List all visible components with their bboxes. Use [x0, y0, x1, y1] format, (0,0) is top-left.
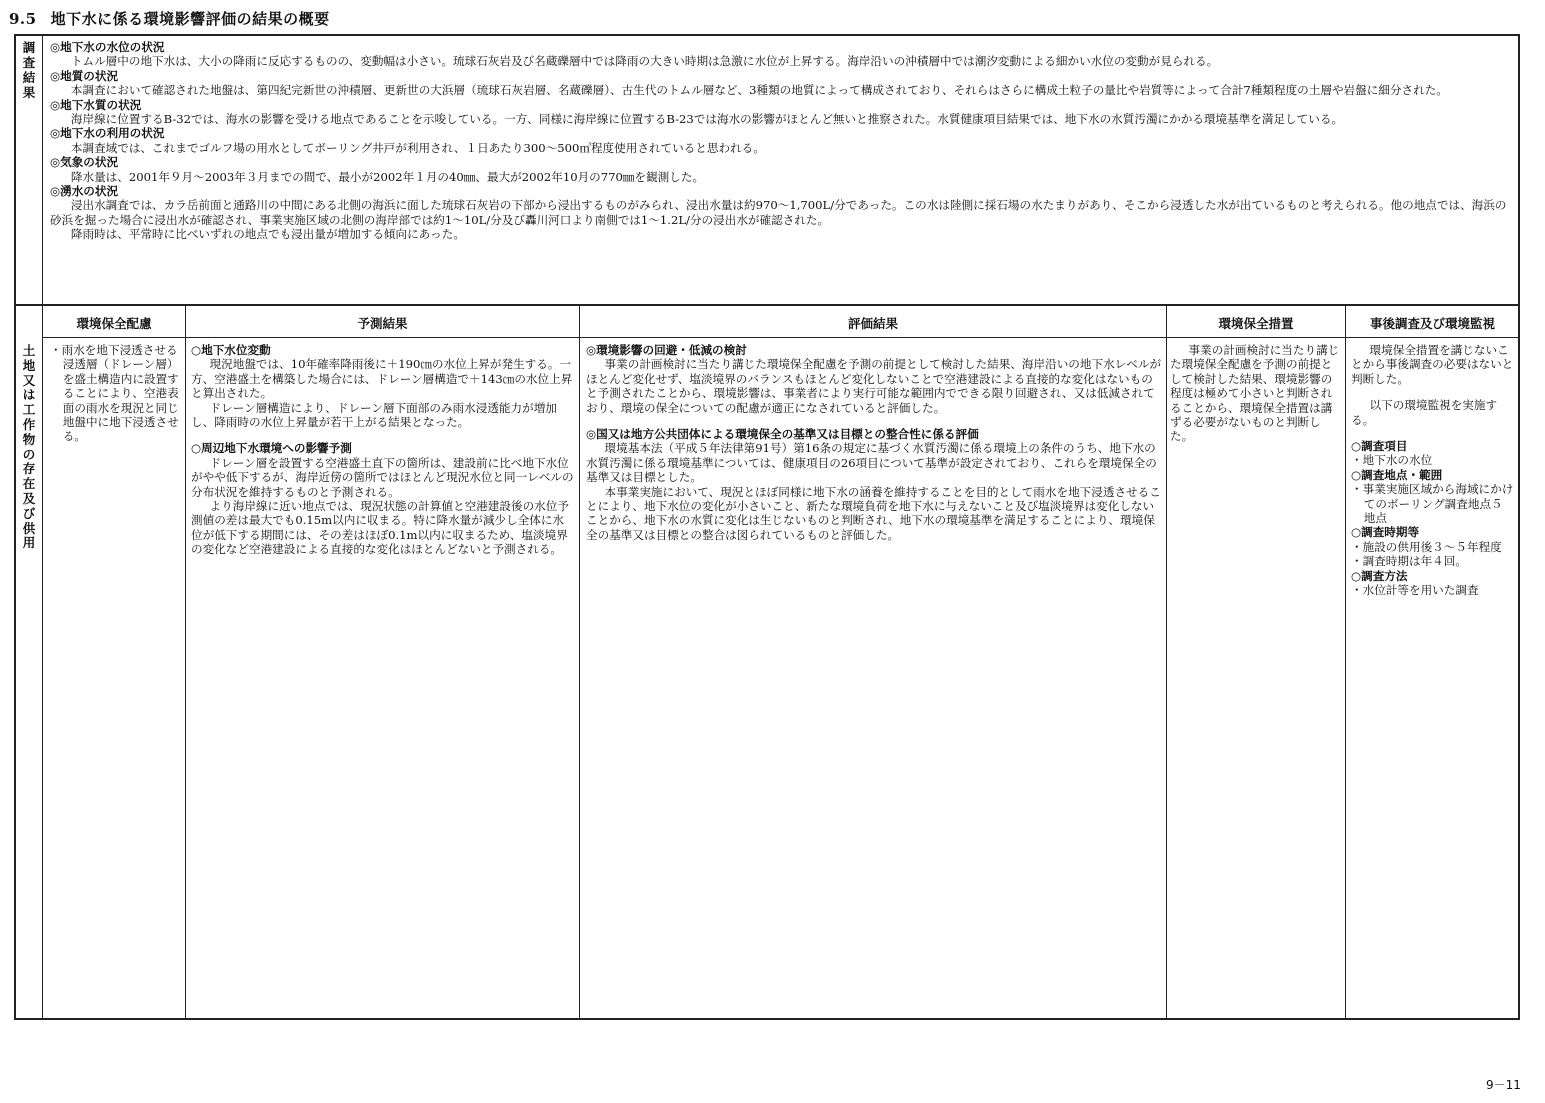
survey-body-spring-water: 浸出水調査では、カラ岳前面と通路川の中間にある北側の海浜に面した琉球石灰岩の下部から浸出するものがみられ、浸出水量は約970～1,700L/分であった。この水は陸側に採石場の水たまりがあり、そこから浸透した水が出ているものと考えられる。他の地点では、海浜の砂浜を掘った場合に浸出水が確認され、事業実施区域の北側の海岸部では約1～10L/分及び轟川河口より南側では1～1.2L/分の浸出水が確認された。: [50, 198, 1507, 227]
measures-text: 事業の計画検討に当たり講じた環境保全配慮を予測の前提として検討した結果、環境影響の程度は極めて小さいと判断されることから、環境保全措置は講ずる必要がないものと判断した。: [1170, 343, 1340, 444]
page-title: [9, 8, 330, 29]
survey-heading-geology: ◎地質の状況: [50, 68, 119, 83]
header-evaluation: 評価結果: [847, 316, 898, 331]
evaluation-heading-avoidance: ◎環境影響の回避・低減の検討: [586, 343, 747, 357]
prediction-heading-surroundings: ○周辺地下水環境への影響予測: [191, 441, 352, 456]
monitoring-item-heading: ○調査方法: [1351, 568, 1408, 583]
survey-heading-water-use: ◎地下水の利用の状況: [50, 126, 165, 141]
consideration-text: ・雨水を地下浸透させる浸透層（ドレーン層）を盛土構造内に設置することにより、空港表面の雨水を現況と同じ地盤中に地下浸透させる。: [50, 343, 179, 444]
evaluation-text-1: 事業の計画検討に当たり講じた環境保全配慮を予測の前提として検討した結果、海岸沿いの地下水レベルがほとんど変化せず、塩淡境界のバランスもほとんど変化しないことで空港建設による直接的な変化はないものと予測されたことから、環境影響は、事業者により実行可能な範囲内でできる限り回避され、又は低減されており、環境の保全についての配慮が適正になされていると評価した。: [586, 357, 1162, 415]
evaluation-text-3: 本事業実施において、現況とほぼ同様に地下水の涵養を維持することを目的として雨水を地下浸透させることにより、地下水位の変化が小さいこと、新たな環境負荷を地下水に与えないこと及び塩淡境界は変化しないことから、地下水の水質に変化は生じないものと判断され、地下水の環境基準を満足することにより、環境保全の基準又は目標との整合は図られているものと評価した。: [586, 484, 1161, 542]
monitoring-items: [1351, 439, 1514, 597]
cell-monitoring: [1351, 343, 1514, 598]
cell-prediction: [191, 343, 574, 557]
monitoring-item: ・水位計等を用いた調査: [1351, 583, 1479, 598]
monitoring-text-1: 環境保全措置を講じないことから事後調査の必要はないと判断した。: [1351, 343, 1514, 386]
survey-heading-weather: ◎気象の状況: [50, 155, 119, 170]
prediction-text-2: ドレーン層構造により、ドレーン層下面部のみ雨水浸透能力が増加し、降雨時の水位上昇量が若干上がる結果となった。: [191, 400, 557, 430]
cell-consideration: [50, 343, 182, 444]
column-border-4: [1345, 306, 1346, 1019]
monitoring-item: ・調査時期は年４回。: [1351, 554, 1467, 569]
survey-results-label: 調 査 結 果: [22, 40, 36, 100]
survey-heading-spring-water: ◎湧水の状況: [50, 184, 119, 199]
survey-body-water-level: トムル層中の地下水は、大小の降雨に反応するものの、変動幅は小さい。琉球石灰岩及び名蔵礫層中では降雨の大きい時期は急激に水位が上昇する。海岸沿いの沖積層中では潮汐変動による細かい水位の変動が見られる。: [70, 54, 1219, 69]
monitoring-item: ・施設の供用後３～５年程度: [1351, 539, 1502, 554]
row-label-land-and-structures: 土 地 又 は 工 作 物 の 存 在 及 び 供 用: [22, 343, 36, 551]
column-border-2: [579, 306, 580, 1019]
monitoring-item-heading: ○調査項目: [1351, 439, 1408, 454]
evaluation-heading-standards: ◎国又は地方公共団体による環境保全の基準又は目標との整合性に係る評価: [586, 427, 979, 442]
monitoring-item: ・地下水の水位: [1351, 453, 1433, 468]
evaluation-text-2: 環境基本法（平成５年法律第91号）第16条の規定に基づく水質汚濁に係る環境上の条件のうち、地下水の水質汚濁に係る環境基準については、健康項目の26項目について基準が設定されており、これらを環境保全の基準又は目標とした。: [586, 441, 1157, 485]
column-border-3: [1166, 306, 1167, 1019]
header-prediction: 予測結果: [357, 316, 408, 331]
section-number: 9.5: [9, 10, 37, 28]
cell-measures: [1170, 343, 1341, 444]
monitoring-item-heading: ○調査地点・範囲: [1351, 467, 1443, 482]
header-measures: 環境保全措置: [1218, 316, 1294, 331]
header-monitoring: 事後調査及び環境監視: [1369, 316, 1495, 331]
section-title: 地下水に係る環境影響評価の結果の概要: [50, 10, 330, 28]
cell-evaluation: [586, 343, 1162, 542]
survey-body-water-use: 本調査域では、これまでゴルフ場の用水としてボーリング井戸が利用され、１日あたり300～500㎥程度使用されていると思われる。: [70, 140, 765, 155]
header-consideration: 環境保全配慮: [76, 316, 152, 331]
survey-body-spring-water-rain: 降雨時は、平常時に比べいずれの地点でも浸出量が増加する傾向にあった。: [70, 227, 465, 242]
survey-body-water-quality: 海岸線に位置するB-32では、海水の影響を受ける地点であることを示唆している。一方、同様に海岸線に位置するB-23では海水の影響がほとんど無いと推察された。水質健康項目結果では、地下水の水質汚濁にかかる環境基準を満足している。: [70, 112, 1344, 127]
survey-body-geology: 本調査において確認された地盤は、第四紀完新世の沖積層、更新世の大浜層（琉球石灰岩層、名蔵礫層）、古生代のトムル層など、3種類の地質によって構成されており、それらはさらに構成土粒子の量比や岩質等によって合計7種類程度の土層や岩盤に細分された。: [70, 83, 1448, 98]
prediction-heading-water-level: ○地下水位変動: [191, 343, 271, 357]
prediction-text-4: より海岸線に近い地点では、現況状態の計算値と空港建設後の水位予測値の差は最大でも0.15m以内に収まる。特に降水量が減少し全体に水位が低下する期間には、その差はほぼ0.1m以内に収まるため、塩淡境界の変化など空港建設による直接的な変化はほとんどないと予測される。: [191, 499, 569, 557]
page-number: 9－11: [1486, 1078, 1521, 1092]
prediction-text-1: 現況地盤では、10年確率降雨後に＋190㎝の水位上昇が発生する。一方、空港盛土を構築した場合には、ドレーン層構造で＋143㎝の水位上昇と算出された。: [191, 357, 573, 401]
label-column-border: [42, 35, 43, 1019]
header-row-border: [43, 337, 1519, 338]
prediction-text-3: ドレーン層を設置する空港盛土直下の箇所は、建設前に比べ地下水位がやや低下するが、海岸近傍の箇所ではほとんど現況水位と同一レベルの分布状況を維持するものと予測される。: [191, 455, 574, 499]
survey-heading-water-quality: ◎地下水質の状況: [50, 97, 142, 112]
monitoring-text-2: 以下の環境監視を実施する。: [1351, 398, 1498, 427]
survey-section-border: [15, 304, 1519, 306]
monitoring-item-heading: ○調査時期等: [1351, 525, 1420, 540]
monitoring-item: ・事業実施区域から海域にかけてのボーリング調査地点５地点: [1351, 482, 1514, 526]
survey-body-weather: 降水量は、2001年９月～2003年３月までの間で、最小が2002年１月の40㎜、最大が2002年10月の770㎜を観測した。: [70, 169, 705, 184]
column-border-1: [185, 306, 186, 1019]
survey-heading-water-level: ◎地下水の水位の状況: [50, 40, 165, 54]
survey-results: [50, 40, 1514, 242]
